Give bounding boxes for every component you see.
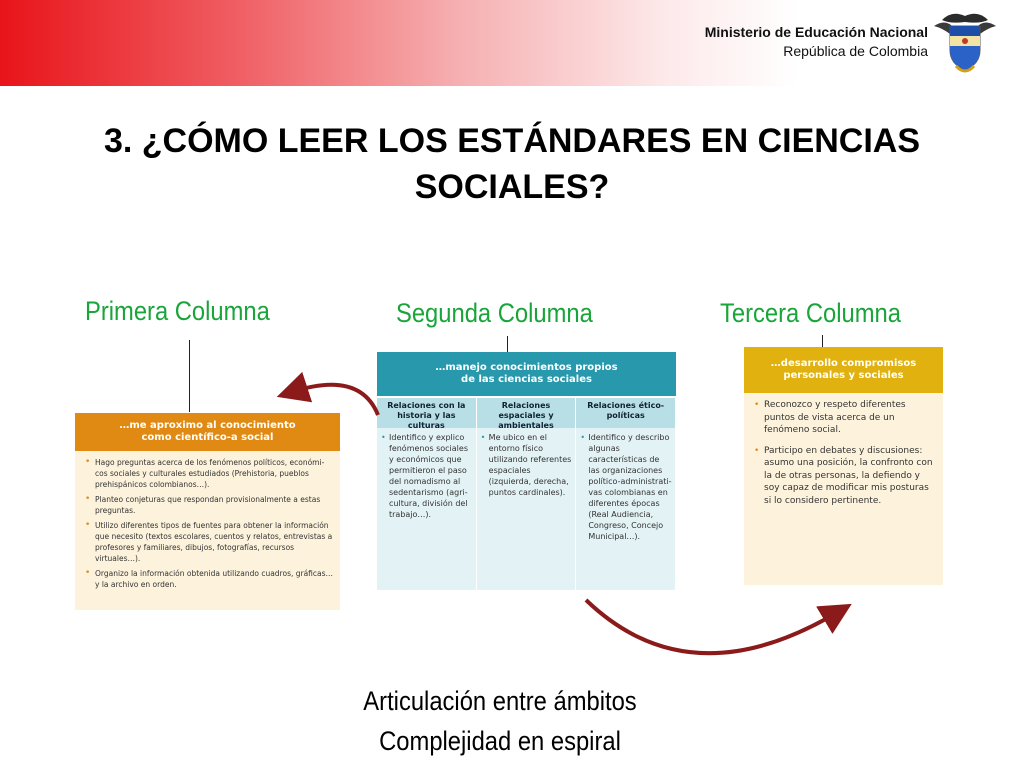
list-item: • Identifico y describo algunas características de las organizaciones político-administrati-vas colombianas en diferentes épocas (Real Audiencia, Congreso, Concejo Municipal…). [580, 432, 672, 542]
country-name: República de Colombia [783, 43, 928, 59]
list-item: • Participo en debates y discusiones: asumo una posición, la confronto con la de otras personas, la defiendo y soy capaz de modificar mis posturas si lo considero pertinente. [754, 445, 937, 508]
bottom-line-2: Complejidad en espiral [379, 726, 621, 756]
third-column-label: Tercera Columna [720, 298, 901, 328]
curved-arrow-left [292, 385, 378, 415]
third-heading-line-1: …desarrollo compromisos [770, 358, 917, 369]
first-heading-line-1: …me aproximo al conocimiento [119, 420, 296, 431]
list-item: • Planteo conjeturas que respondan provisionalmente a estas preguntas. [85, 494, 334, 516]
title-line-2: SOCIALES? [414, 168, 610, 206]
list-item: • Reconozco y respeto diferentes puntos de vista acerca de un fenómeno social. [754, 399, 937, 437]
second-column-label: Segunda Columna [396, 298, 593, 328]
first-column-label: Primera Columna [85, 296, 270, 326]
subheader-history: Relaciones con la historia y las culturas [377, 398, 477, 428]
subheader-spatial: Relaciones espaciales y ambientales [477, 398, 577, 428]
second-heading-line-2: de las ciencias sociales [461, 374, 592, 385]
ministry-name: Ministerio de Educación Nacional [704, 24, 928, 40]
third-heading-line-2: personales y sociales [783, 370, 904, 381]
title-line-1: 3. ¿CÓMO LEER LOS ESTÁNDARES EN CIENCIAS [103, 122, 921, 160]
list-item: • Identifico y explico fenómenos sociales y económicos que permitieron el paso del nomadismo al sedentarismo (agri-cultura, división del trabajo…). [381, 432, 473, 520]
list-item: • Organizo la información obtenida utilizando cuadros, gráficas… y la archivo en orden. [85, 568, 334, 590]
subheader-ethics: Relaciones ético-políticas [576, 398, 676, 428]
first-heading-line-2: como científico-a social [141, 432, 274, 443]
second-heading-line-1: …manejo conocimientos propios [435, 362, 618, 373]
list-item: • Hago preguntas acerca de los fenómenos políticos, económi-cos sociales y culturales estudiados (Prehistoria, pueblos prehispánicos colombianos…). [85, 457, 334, 490]
bottom-line-1: Articulación entre ámbitos [363, 686, 637, 716]
list-item: • Utilizo diferentes tipos de fuentes para obtener la información que necesito (textos escolares, cuentos y relatos, entrevistas a profesores y familiares, dibujos, fotografías, recursos virtuales…). [85, 520, 334, 564]
list-item: • Me ubico en el entorno físico utilizando referentes espaciales (izquierda, derecha, puntos cardinales). [481, 432, 573, 498]
curved-arrow-right [586, 600, 838, 653]
